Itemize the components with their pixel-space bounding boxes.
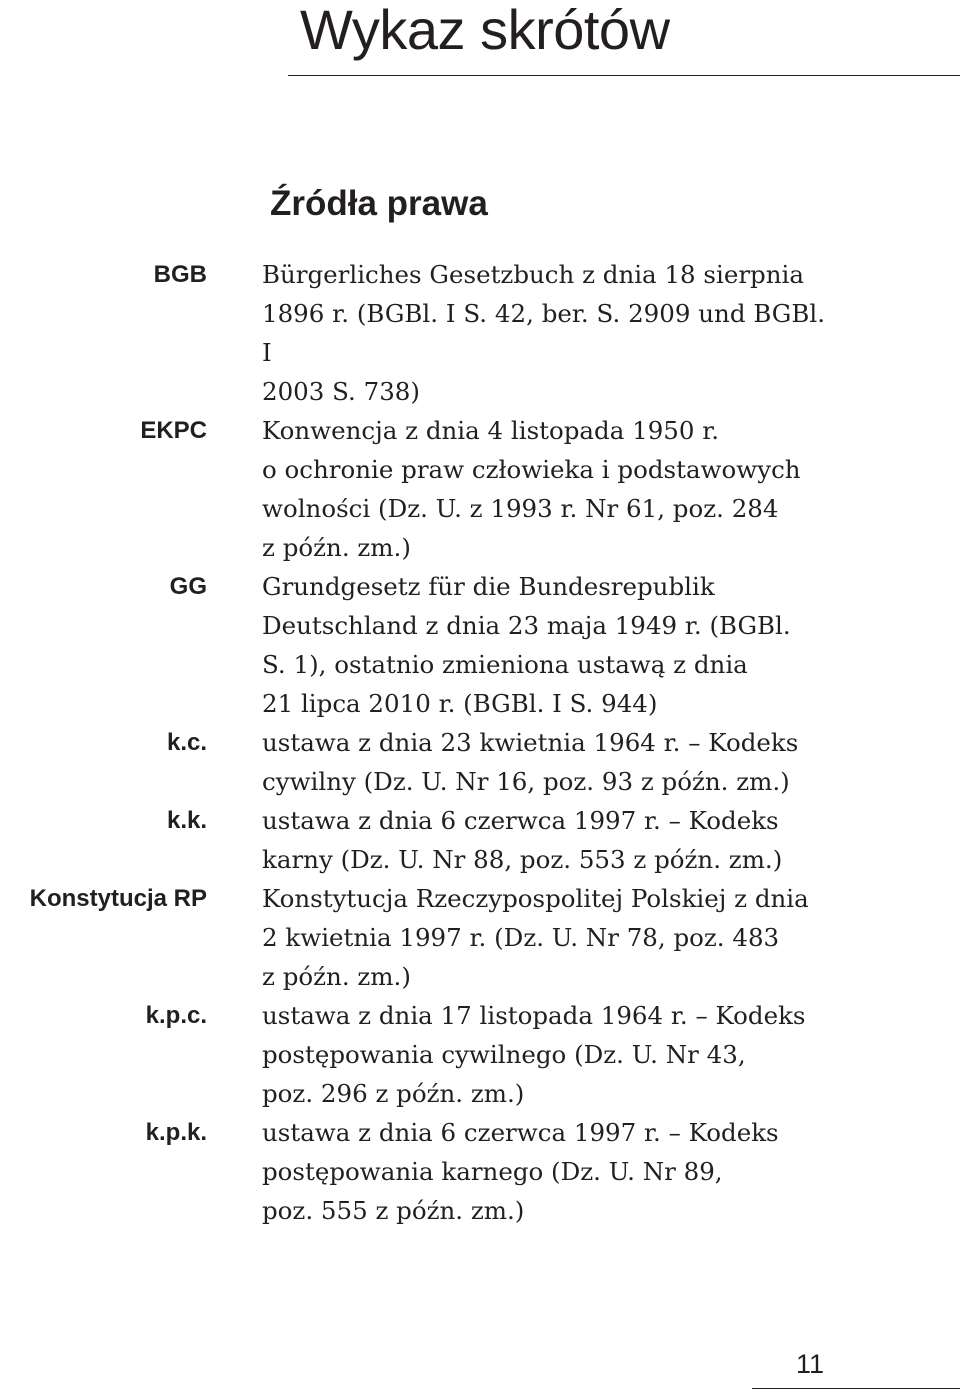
abbreviation-description: ustawa z dnia 17 listopada 1964 r. – Kodeks postępowania cywilnego (Dz. U. Nr 43, poz. 296 z późn. zm.) [262,1001,806,1108]
abbreviation-entry-kpc [0,996,960,1113]
abbreviation-description: Konstytucja Rzeczypospolitej Polskiej z dnia 2 kwietnia 1997 r. (Dz. U. Nr 78, poz. 483 z późn. zm.) [262,884,809,991]
section-heading: Źródła prawa [270,184,488,223]
abbreviation-entry-kc [0,723,960,801]
abbreviation-entry-ekpc [0,411,960,567]
abbreviation-description: Bürgerliches Gesetzbuch z dnia 18 sierpnia 1896 r. (BGBl. I S. 42, ber. S. 2909 und BGBl. I 2003 S. 738) [262,260,825,406]
abbreviation-description: ustawa z dnia 6 czerwca 1997 r. – Kodeks postępowania karnego (Dz. U. Nr 89, poz. 555 z późn. zm.) [262,1118,779,1225]
abbreviation-term: k.p.c. [145,1002,207,1029]
abbreviation-term: BGB [153,261,207,288]
abbreviation-term: k.p.k. [145,1119,207,1146]
footer-rule [752,1388,960,1389]
title-rule [288,75,960,76]
abbreviation-entry-kpk [0,1113,960,1230]
abbreviation-entry-kk [0,801,960,879]
abbreviation-term: Konstytucja RP [29,885,207,912]
abbreviation-entry-konstytucja-rp [0,879,960,996]
abbreviation-entry-gg [0,567,960,723]
abbreviation-term: EKPC [140,417,207,444]
abbreviation-description: Konwencja z dnia 4 listopada 1950 r. o ochronie praw człowieka i podstawowych wolności (Dz. U. z 1993 r. Nr 61, poz. 284 z późn. zm.) [262,416,801,562]
abbreviation-term: k.c. [166,729,207,756]
page-number: 11 [796,1349,825,1379]
page-title: Wykaz skrótów [300,0,670,61]
abbreviation-description: ustawa z dnia 23 kwietnia 1964 r. – Kodeks cywilny (Dz. U. Nr 16, poz. 93 z późn. zm.) [262,728,799,796]
abbreviation-entry-bgb [0,255,960,411]
abbreviation-list [0,255,960,1230]
abbreviation-term: k.k. [166,807,207,834]
abbreviation-description: Grundgesetz für die Bundesrepublik Deutschland z dnia 23 maja 1949 r. (BGBl. S. 1), ostatnio zmieniona ustawą z dnia 21 lipca 2010 r. (BGBl. I S. 944) [262,572,791,718]
abbreviation-description: ustawa z dnia 6 czerwca 1997 r. – Kodeks karny (Dz. U. Nr 88, poz. 553 z późn. zm.) [262,806,783,874]
abbreviation-term: GG [169,573,207,600]
